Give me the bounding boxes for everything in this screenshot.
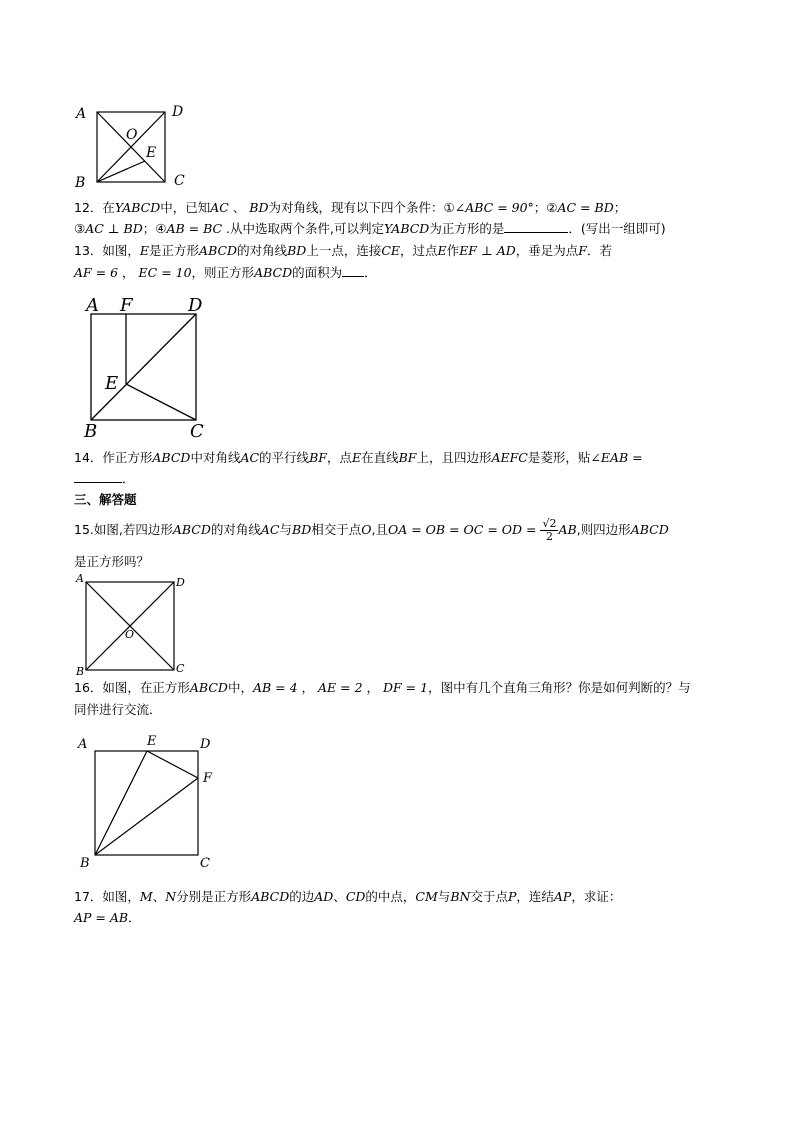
question-text: ．若: [586, 243, 612, 258]
question-text: 15.如图,若四边形: [74, 522, 173, 537]
question-text: ，: [118, 265, 139, 280]
figure-square-q15: [70, 572, 195, 676]
label-a: A: [76, 572, 84, 585]
question-text: 的面积为: [292, 265, 343, 280]
math-expression: BF: [398, 450, 417, 465]
question-text: 2: [545, 530, 553, 543]
math-expression: AP: [553, 889, 572, 904]
math-expression: ABCD: [189, 680, 228, 695]
math-expression: BN: [450, 889, 471, 904]
question-text: ．: [364, 265, 377, 280]
question-text: 的对角线: [237, 243, 288, 258]
label-b: B: [80, 856, 90, 871]
question-text: 中，已知: [160, 200, 211, 215]
label-f: F: [120, 295, 133, 316]
question-text: ，图中有几个直角三角形？你是如何判断的？与: [428, 680, 691, 695]
math-expression: F: [578, 243, 587, 258]
math-expression: ∠EAB =: [590, 450, 643, 465]
label-c: C: [176, 662, 185, 675]
math-expression: E: [139, 243, 150, 258]
question-text: 、: [152, 889, 166, 904]
question-text: ③: [74, 221, 86, 236]
question-text: 14．作正方形: [74, 450, 153, 465]
question-text: ．: [128, 910, 141, 925]
question-text: 中，: [227, 680, 253, 695]
math-expression: ABCD: [199, 243, 238, 258]
section-heading: 三、解答题: [74, 492, 137, 507]
math-expression: AC ⊥ BD: [85, 221, 143, 236]
segment-bf: [95, 778, 198, 855]
label-b: B: [76, 665, 85, 676]
question-12-line-2: [74, 220, 666, 238]
label-e: E: [146, 145, 157, 161]
label-b: B: [75, 175, 86, 191]
parallelogram-symbol: Y: [384, 221, 392, 236]
question-text: 作: [446, 243, 460, 258]
question-text: 的边: [289, 889, 315, 904]
question-text: 的中点，: [365, 889, 416, 904]
math-expression: O: [361, 522, 372, 537]
question-text: 交于点: [470, 889, 508, 904]
math-expression: AF = 6: [74, 265, 119, 280]
math-expression: AC: [210, 200, 229, 215]
question-text: ,则四边形: [576, 522, 631, 537]
math-expression: DF = 1: [382, 680, 429, 695]
question-text: ，过点: [400, 243, 438, 258]
label-f: F: [203, 771, 213, 786]
square-abcd: [95, 751, 198, 855]
figure-square-q16: [72, 732, 222, 872]
question-text: 与: [437, 889, 451, 904]
answer-blank-q12[interactable]: [504, 220, 568, 233]
question-13-line-2: [74, 264, 377, 282]
math-expression: CM: [415, 889, 438, 904]
math-expression: ∠ABC = 90°: [454, 200, 534, 215]
label-e: E: [147, 734, 157, 749]
label-c: C: [200, 856, 210, 871]
math-expression: BF: [309, 450, 327, 465]
question-text: 与: [279, 522, 293, 537]
question-15-line-1: [74, 516, 669, 544]
label-o: O: [125, 628, 135, 641]
question-text: 在直线: [361, 450, 399, 465]
label-a: A: [76, 106, 87, 122]
math-expression: BD: [249, 200, 269, 215]
question-text: 中对角线: [190, 450, 241, 465]
math-expression: CD: [345, 889, 366, 904]
math-expression: AE = 2: [318, 680, 363, 695]
question-text: ，: [362, 680, 383, 695]
question-text: ；②: [533, 200, 558, 215]
math-expression: CE: [381, 243, 401, 258]
math-expression: EF ⊥ AD: [459, 243, 516, 258]
segment-ec: [126, 384, 196, 420]
question-text: ，点: [326, 450, 352, 465]
question-text: ．(写出一组即可): [568, 221, 666, 236]
question-text: √2: [542, 517, 557, 530]
math-expression: BD: [292, 522, 312, 537]
label-a: A: [78, 737, 88, 752]
label-o: O: [126, 127, 138, 143]
question-text: ；: [613, 200, 627, 215]
math-expression: AB: [558, 522, 577, 537]
question-text: 是正方形: [149, 243, 200, 258]
question-12-line-1: [74, 199, 626, 217]
segment-be: [95, 751, 147, 855]
segment-be: [97, 161, 145, 182]
math-expression: OA = OB = OC = OD =: [387, 522, 537, 537]
math-expression: M: [139, 889, 153, 904]
question-text: 相交于点: [311, 522, 362, 537]
question-text: ；④: [142, 221, 167, 236]
question-16-line-1: [74, 679, 691, 697]
math-expression: AB = BC: [166, 221, 223, 236]
label-d: D: [200, 737, 211, 752]
math-expression: AP = AB: [74, 910, 129, 925]
question-text: 上一点，连接: [306, 243, 382, 258]
question-text: ，连结: [516, 889, 554, 904]
question-text: 13．如图，: [74, 243, 140, 258]
question-text: 12．在: [74, 200, 115, 215]
question-text: 上，且四边形: [416, 450, 492, 465]
question-text: 为正方形的是: [429, 221, 505, 236]
label-a: A: [86, 295, 99, 316]
math-expression: N: [165, 889, 177, 904]
math-expression: AD: [314, 889, 334, 904]
question-text: ，求证：: [571, 889, 622, 904]
math-expression: AC: [240, 450, 260, 465]
question-text: 是菱形，贴: [527, 450, 591, 465]
math-expression: AC = BD: [557, 200, 614, 215]
math-expression: ABCD: [152, 450, 191, 465]
math-expression: BD: [287, 243, 307, 258]
question-17-line-1: [74, 888, 621, 906]
question-13-line-1: [74, 242, 612, 260]
question-text: ，垂足为点: [515, 243, 579, 258]
math-expression: E: [351, 450, 362, 465]
question-text: 16．如图，在正方形: [74, 680, 190, 695]
question-16-line-2: 同伴进行交流．: [74, 702, 162, 717]
label-e: E: [105, 373, 119, 394]
label-c: C: [174, 173, 185, 189]
question-text: ，则正方形: [191, 265, 255, 280]
question-text: .从中选取两个条件,可以判定: [222, 221, 384, 236]
label-c: C: [190, 421, 204, 442]
label-d: D: [172, 104, 184, 120]
parallelogram-symbol: Y: [114, 200, 123, 215]
answer-blank-q13[interactable]: [342, 264, 364, 277]
question-text: 17．如图，: [74, 889, 140, 904]
label-d: D: [176, 576, 185, 589]
question-text: 为对角线，现有以下四个条件：①: [268, 200, 455, 215]
figure-square-q13: [80, 292, 210, 442]
math-expression: ABCD: [391, 221, 430, 236]
math-expression: AC: [260, 522, 280, 537]
math-expression: P: [507, 889, 517, 904]
question-17-line-2: [74, 909, 141, 927]
question-15-line-2: 是正方形吗？: [74, 554, 150, 569]
question-text: 的对角线: [210, 522, 261, 537]
figure-square-q11: [70, 100, 200, 195]
answer-blank-q14[interactable]: [74, 470, 122, 483]
question-14-line-2: [74, 470, 135, 488]
question-text: ．: [122, 471, 135, 486]
math-expression: ABCD: [251, 889, 290, 904]
question-text: ，: [297, 680, 318, 695]
question-14-line-1: [74, 449, 643, 467]
math-expression: ABCD: [254, 265, 293, 280]
fraction-root2-over-2: [540, 518, 558, 543]
question-text: 、: [228, 200, 250, 215]
math-expression: AEFC: [491, 450, 528, 465]
question-text: 分别是正方形: [176, 889, 252, 904]
math-expression: ABCD: [122, 200, 161, 215]
math-expression: E: [437, 243, 447, 258]
label-d: D: [188, 295, 203, 316]
math-expression: ABCD: [172, 522, 211, 537]
math-expression: AB = 4: [252, 680, 298, 695]
diagonal-bd: [91, 314, 196, 420]
math-expression: ABCD: [630, 522, 669, 537]
segment-ef: [147, 751, 198, 778]
math-expression: EC = 10: [138, 265, 192, 280]
label-b: B: [84, 421, 98, 442]
question-text: ,且: [371, 522, 388, 537]
question-text: 、: [333, 889, 346, 904]
question-text: 的平行线: [259, 450, 310, 465]
